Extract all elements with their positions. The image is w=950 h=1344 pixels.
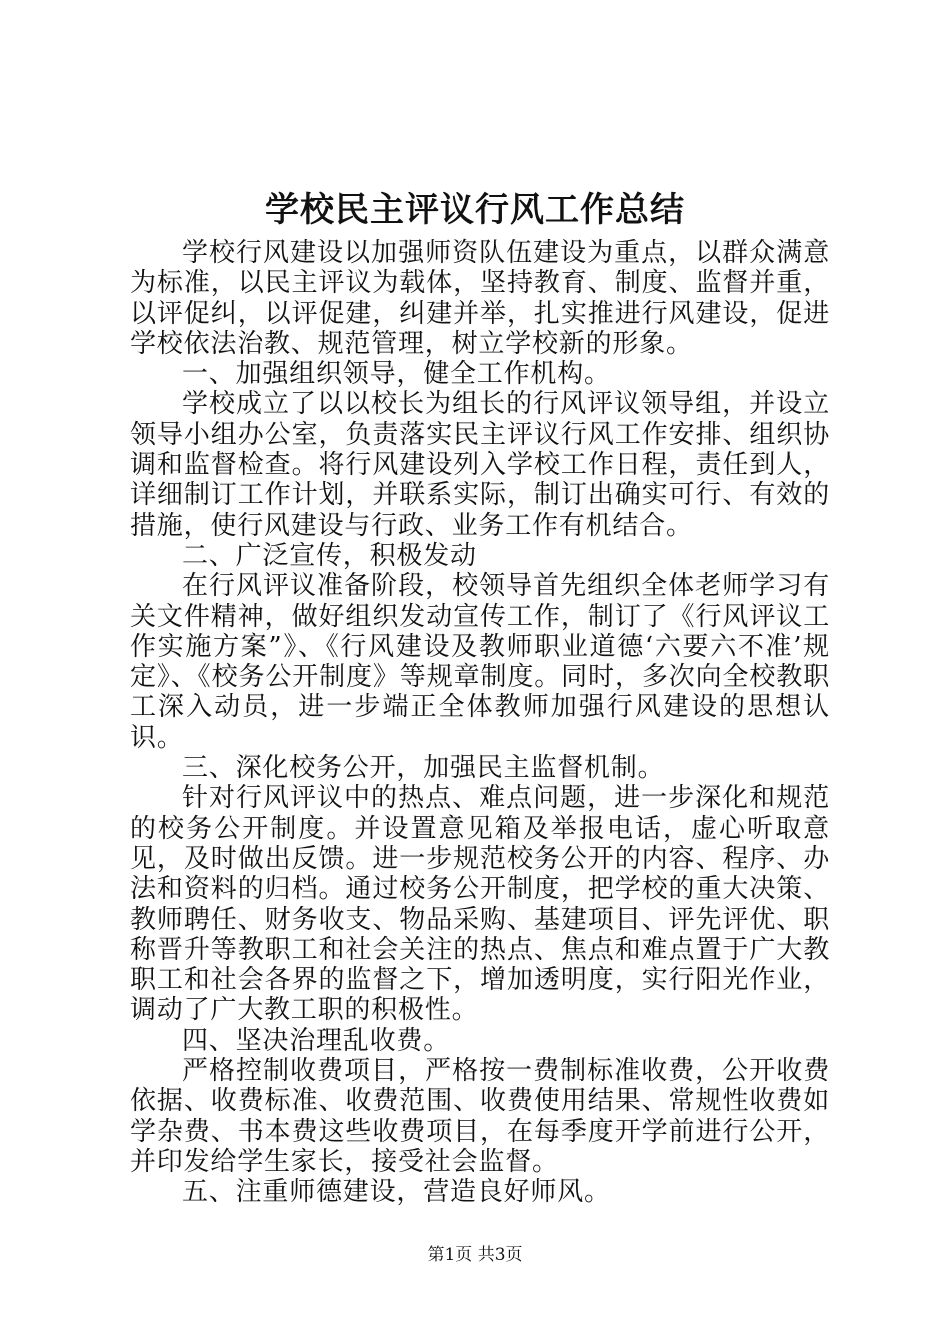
section-paragraph-4: 严格控制收费项目，严格按一费制标准收费，公开收费依据、收费标准、收费范围、收费使用结果、常规性收费如学杂费、书本费这些收费项目，在每季度开学前进行公开，并印发给学生家长，接受社会监督。 — [130, 1056, 830, 1177]
document-body — [130, 238, 830, 1208]
page-number: 第1页 共3页 — [427, 1245, 523, 1265]
document-title: 学校民主评议行风工作总结 — [265, 190, 685, 230]
section-heading-1: 一、加强组织领导，健全工作机构。 — [182, 359, 611, 390]
section-paragraph-3: 针对行风评议中的热点、难点问题，进一步深化和规范的校务公开制度。并设置意见箱及举报电话，虚心听取意见，及时做出反馈。进一步规范校务公开的内容、程序、办法和资料的归档。通过校务公开制度，把学校的重大决策、教师聘任、财务收支、物品采购、基建项目、评先评优、职称晋升等教职工和社会关注的热点、焦点和难点置于广大教职工和社会各界的监督之下，增加透明度，实行阳光作业，调动了广大教工职的积极性。 — [130, 783, 830, 1026]
section-heading-3: 三、深化校务公开，加强民主监督机制。 — [182, 753, 665, 784]
section-heading-4: 四、坚决治理乱收费。 — [182, 1025, 451, 1056]
section-heading-2: 二、广泛宣传，积极发动 — [182, 540, 477, 571]
section-paragraph-1: 学校成立了以以校长为组长的行风评议领导组，并设立领导小组办公室，负责落实民主评议行风工作安排、组织协调和监督检查。将行风建设列入学校工作日程，责任到人，详细制订工作计划，并联系实际，制订出确实可行、有效的措施，使行风建设与行政、业务工作有机结合。 — [130, 389, 830, 541]
section-heading-5: 五、注重师德建设，营造良好师风。 — [182, 1177, 611, 1208]
section-paragraph-2: 在行风评议准备阶段，校领导首先组织全体老师学习有关文件精神，做好组织发动宣传工作，制订了《行风评议工作实施方案”》、《行风建设及教师职业道德‘六要六不准’规定》、《校务公开制度》等规章制度。同时，多次向全校教职工深入动员，进一步端正全体教师加强行风建设的思想认识。 — [130, 571, 830, 753]
intro-paragraph: 学校行风建设以加强师资队伍建设为重点，以群众满意为标准，以民主评议为载体，坚持教育、制度、监督并重，以评促纠，以评促建，纠建并举，扎实推进行风建设，促进学校依法治教、规范管理，树立学校新的形象。 — [130, 238, 830, 359]
